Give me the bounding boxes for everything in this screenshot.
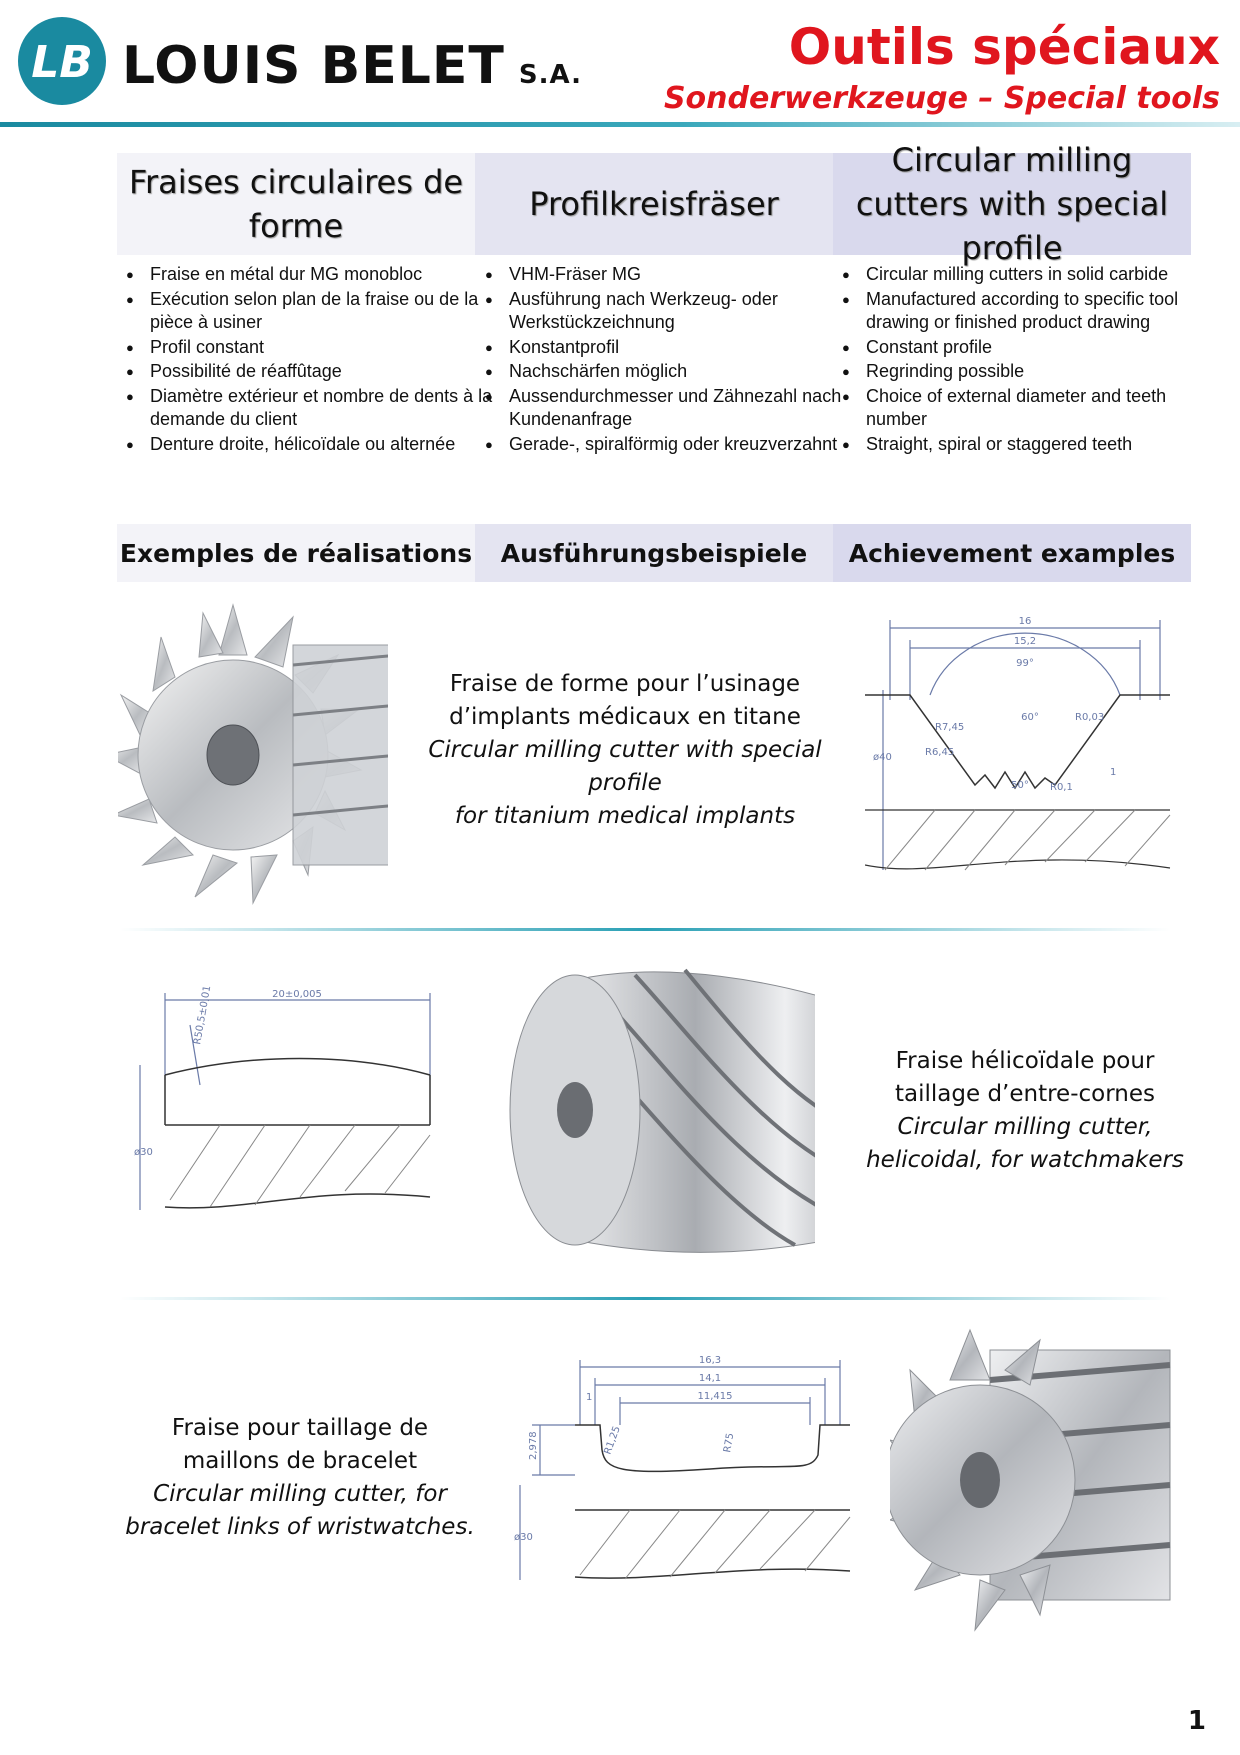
technical-drawing-2: [130, 985, 440, 1220]
list-item: ● Nachschärfen möglich: [509, 360, 859, 384]
list-item: ● Konstantprofil: [509, 336, 859, 360]
dim-label: R7,45: [935, 722, 965, 733]
caption-fr-line: Fraise pour taillage de: [171, 1415, 429, 1441]
dim-label: 16: [1018, 616, 1032, 627]
dim-label: ø30: [514, 1532, 533, 1543]
list-item: ● Aussendurchmesser und Zähnezahl nach Kundenanfrage: [509, 385, 859, 432]
brand-suffix: S.A.: [518, 60, 582, 90]
caption-en-line: bracelet links of wristwatches.: [125, 1514, 475, 1540]
technical-drawing-1: [865, 610, 1175, 880]
list-item: ● Fraise en métal dur MG monobloc: [150, 263, 500, 287]
cutter-photo-3: [890, 1325, 1190, 1635]
caption-en-line: Circular milling cutter with special profile: [428, 737, 822, 796]
dim-label: R0,1: [1050, 782, 1073, 793]
page-subtitle: Sonderwerkzeuge – Special tools: [663, 81, 1220, 116]
page-number: 1: [1187, 1706, 1206, 1736]
technical-drawing-3: [510, 1345, 855, 1585]
dim-label: 1: [586, 1392, 593, 1403]
company-logo: [18, 17, 106, 105]
dim-label: R75: [722, 1432, 737, 1454]
caption-fr-line: maillons de bracelet: [182, 1448, 418, 1474]
dim-label: 15,2: [1013, 636, 1037, 647]
list-item: ● Choice of external diameter and teeth number: [866, 385, 1206, 432]
logo-mark: [18, 17, 106, 105]
section-divider: [120, 928, 1170, 931]
caption-en-line: helicoidal, for watchmakers: [866, 1147, 1184, 1173]
list-item: ● Exécution selon plan de la fraise ou de la pièce à usiner: [150, 288, 500, 335]
caption-en-line: Circular milling cutter,: [897, 1114, 1153, 1140]
caption-en-line: for titanium medical implants: [454, 803, 796, 829]
list-item: ● Ausführung nach Werkzeug- oder Werkstückzeichnung: [509, 288, 859, 335]
column-heading-en: Circular milling cutters with special profile: [833, 153, 1191, 255]
caption-fr-line: d’implants médicaux en titane: [449, 704, 801, 730]
dim-label: R50,5±0,01: [192, 985, 214, 1046]
example-caption-1: [390, 668, 860, 833]
column-heading-de: Profilkreisfräser: [475, 153, 833, 255]
list-item: ● Gerade-, spiralförmig oder kreuzverzahnt: [509, 433, 859, 457]
header-rule: [0, 122, 1240, 127]
list-item: ● Manufactured according to specific tool drawing or finished product drawing: [866, 288, 1206, 335]
dim-label: ø30: [134, 1147, 153, 1158]
list-item: ● Profil constant: [150, 336, 500, 360]
caption-fr-line: Fraise hélicoïdale pour: [895, 1048, 1155, 1074]
dim-label: R6,45: [925, 747, 955, 758]
examples-heading-de: Ausführungsbeispiele: [475, 524, 833, 582]
dim-label: R0,03: [1075, 712, 1105, 723]
dim-label: 14,1: [698, 1373, 722, 1384]
page-title: Outils spéciaux: [788, 18, 1220, 76]
dim-label: 50°: [1011, 780, 1029, 791]
dim-label: 1: [1110, 767, 1117, 778]
feature-list-en: [840, 263, 1206, 457]
cutter-photo-1: [118, 595, 388, 915]
column-heading-fr: Fraises circulaires de forme: [117, 153, 475, 255]
list-item: ● VHM-Fräser MG: [509, 263, 859, 287]
dim-label: 2,978: [528, 1431, 539, 1460]
brand-name: [122, 36, 582, 105]
dim-label: 16,3: [698, 1355, 722, 1366]
examples-heading-fr: Exemples de réalisations: [117, 524, 475, 582]
brand-name-text: LOUIS BELET: [122, 36, 505, 96]
dim-label: 99°: [1016, 658, 1034, 669]
list-item: ● Constant profile: [866, 336, 1206, 360]
example-caption-2: [855, 1045, 1195, 1177]
dim-label: 20±0,005: [272, 989, 322, 1000]
list-item: ● Regrinding possible: [866, 360, 1206, 384]
dim-label: 11,415: [697, 1391, 733, 1402]
list-item: ● Denture droite, hélicoïdale ou alternée: [150, 433, 500, 457]
caption-en-line: Circular milling cutter, for: [153, 1481, 447, 1507]
feature-list-fr: [124, 263, 500, 457]
list-item: ● Diamètre extérieur et nombre de dents à la demande du client: [150, 385, 500, 432]
logo-letters: LB: [31, 37, 93, 88]
dim-label: 60°: [1021, 712, 1039, 723]
example-caption-3: [110, 1412, 490, 1544]
list-item: ● Circular milling cutters in solid carbide: [866, 263, 1206, 287]
feature-list-de: [483, 263, 859, 457]
dim-label: ø40: [873, 752, 892, 763]
dim-label: R1,25: [602, 1424, 623, 1457]
list-item: ● Straight, spiral or staggered teeth: [866, 433, 1206, 457]
section-divider: [120, 1297, 1170, 1300]
caption-fr-line: taillage d’entre-cornes: [895, 1081, 1155, 1107]
examples-heading-en: Achievement examples: [833, 524, 1191, 582]
list-item: ● Possibilité de réaffûtage: [150, 360, 500, 384]
cutter-photo-2: [495, 950, 815, 1270]
caption-fr-line: Fraise de forme pour l’usinage: [449, 671, 801, 697]
